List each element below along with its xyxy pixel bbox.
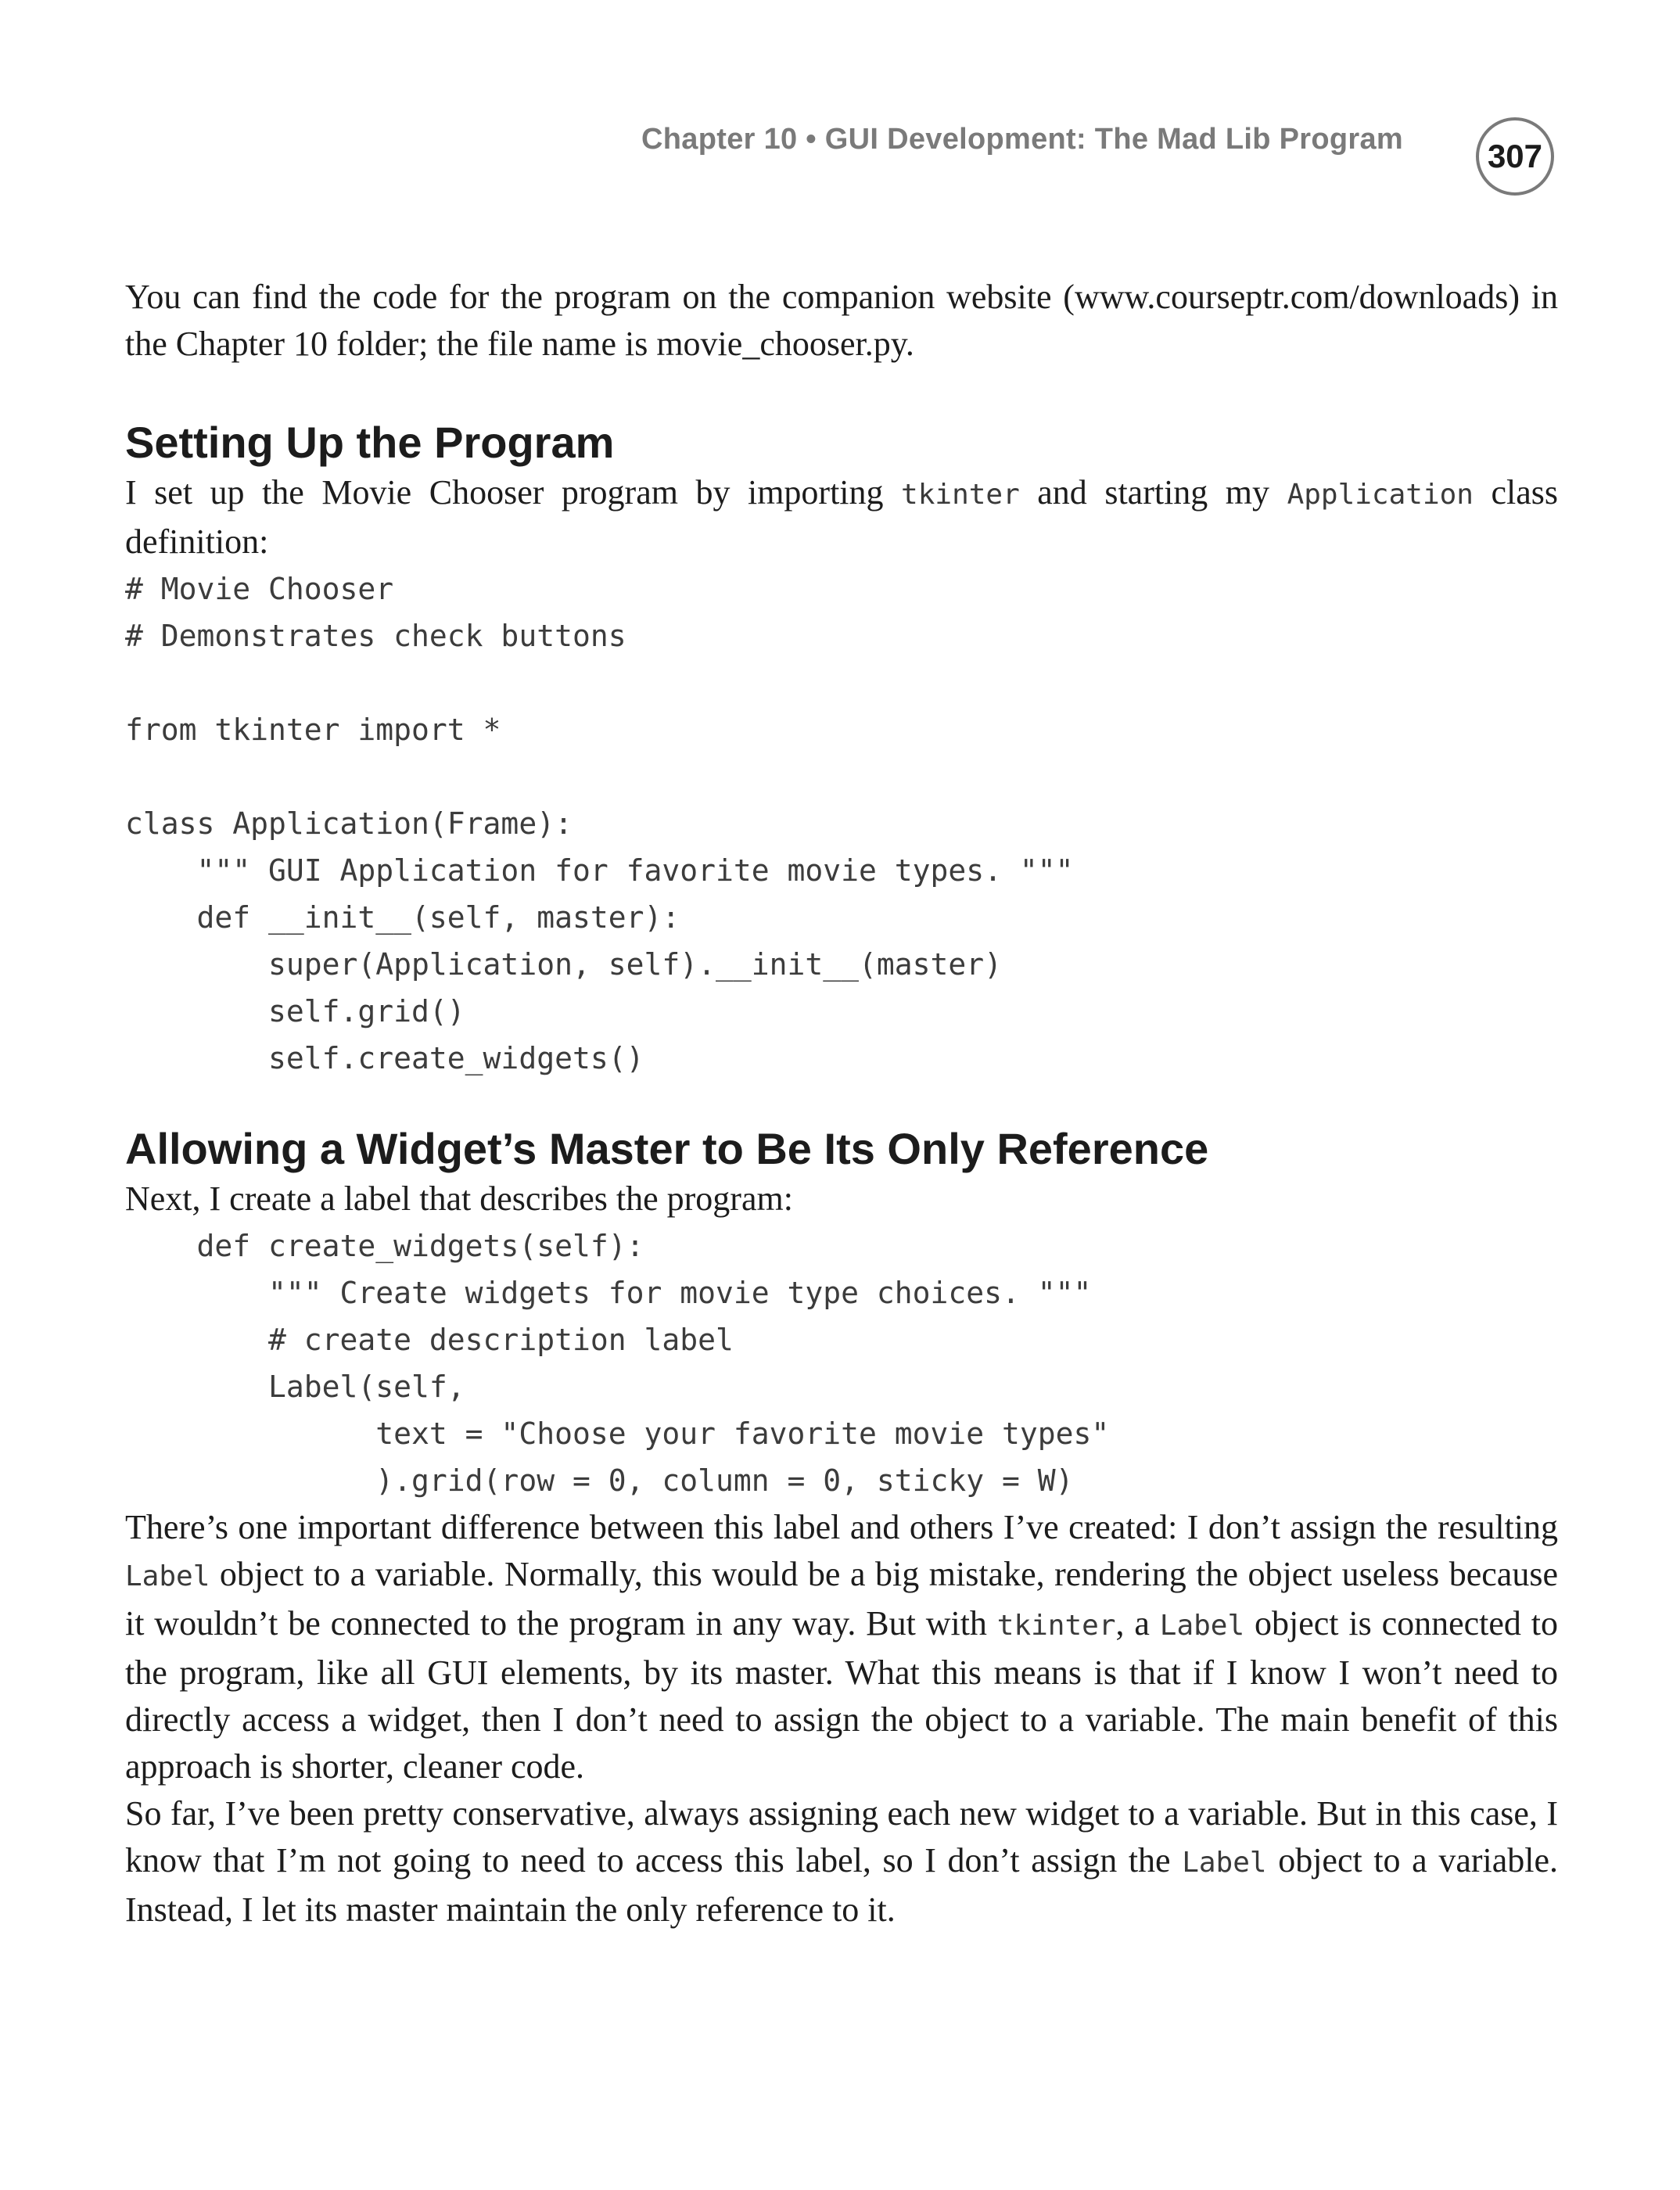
intro-paragraph: You can find the code for the program on the companion website (www.courseptr.com/downloads) in the Chapter 10 folder; the file name is movie_chooser.py. <box>125 278 1558 363</box>
inline-code-label-2: Label <box>1159 1610 1245 1642</box>
running-head: Chapter 10 • GUI Development: The Mad Lib Program <box>641 123 1403 156</box>
setup-text-2: and starting my <box>1019 473 1287 512</box>
label-intro-paragraph: Next, I create a label that describes the program: <box>125 1179 793 1218</box>
code-block-setup: # Movie Chooser # Demonstrates check buttons from tkinter import * class Application(Frame): """ GUI Application for favorite movie types. """ def __init__(self, master): super(Application, self).__init__(master) self.grid() self.create_widgets() <box>125 572 1074 1075</box>
cons-text-1: So far, I’ve been pretty conservative, always assigning each new widget to a variable. But in this case, I know that I’m not going to need to access this label, so I don’t assign the <box>125 1794 1558 1879</box>
setup-text-1: I set up the Movie Chooser program by importing <box>125 473 902 512</box>
code-block-create-widgets: def create_widgets(self): """ Create widgets for movie type choices. """ # create description label Label(self, text = "Choose your favorite movie types" ).grid(row = 0, column = 0, sticky = W) <box>196 1229 1110 1498</box>
diff-text-1: There’s one important difference between this label and others I’ve created: I don’t assign the resulting <box>125 1508 1558 1546</box>
inline-code-tkinter-2: tkinter <box>996 1610 1116 1642</box>
difference-paragraph <box>125 1504 1558 1790</box>
inline-code-tkinter: tkinter <box>901 479 1020 511</box>
inline-code-application: Application <box>1287 479 1474 511</box>
setup-paragraph <box>125 469 1558 565</box>
page-content <box>125 274 1558 1933</box>
section-heading-setup: Setting Up the Program <box>125 418 615 467</box>
diff-text-3: , a <box>1115 1604 1160 1642</box>
conservative-paragraph <box>125 1790 1558 1933</box>
inline-code-label-3: Label <box>1182 1847 1267 1879</box>
page-number: 307 <box>1476 117 1554 196</box>
setup-text-3: class definition: <box>125 473 1559 561</box>
inline-code-label-1: Label <box>125 1560 210 1592</box>
section-heading-master-reference: Allowing a Widget’s Master to Be Its Only Reference <box>125 1124 1209 1173</box>
diff-text-4: object is connected to the program, like all GUI elements, by its master. What this means is that if I know I won’t need to directly access a widget, then I don’t need to assign the object to a variable. The main benefit of this approach is shorter, cleaner code. <box>125 1604 1559 1786</box>
cons-text-2: object to a variable. Instead, I let its master maintain the only reference to it. <box>125 1841 1559 1929</box>
diff-text-2: object to a variable. Normally, this would be a big mistake, rendering the object useless because it wouldn’t be connected to the program in any way. But with <box>125 1555 1558 1642</box>
